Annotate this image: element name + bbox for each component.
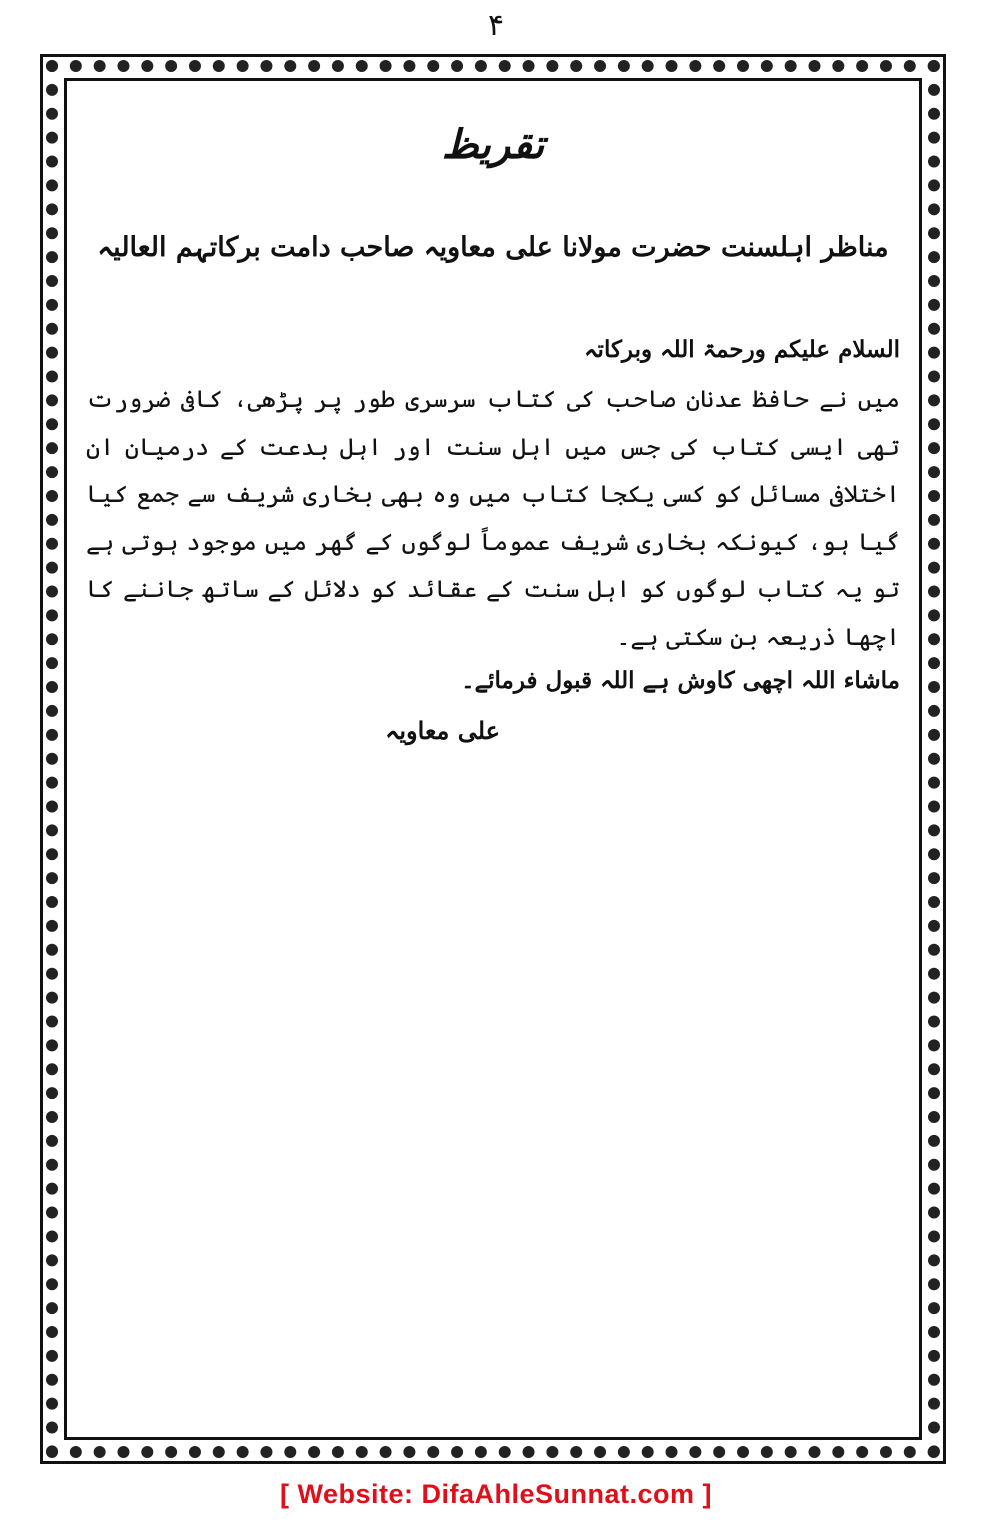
page-title: تقریظ (441, 121, 545, 168)
document-content (86, 110, 900, 753)
closing-line: ماشاء اللہ اچھی کاوش ہے اللہ قبول فرمائے۔ (461, 667, 900, 694)
page-subtitle: مناظر اہلسنت حضرت مولانا علی معاویہ صاحب دامت برکاتہم العالیہ (97, 232, 889, 263)
website-footer: [ Website: DifaAhleSunnat.com ] (279, 1479, 713, 1509)
page-number: ۴ (487, 8, 505, 43)
letter-body: میں نے حافظ عدنان صاحب کی کتاب سرسری طور پر پڑھی، کافی ضرورت تھی ایسی کتاب کی جس میں اہل سنت اور اہل بدعت کے درمیان ان اختلافی مسائل کو کسی یکجا کتاب میں وہ بھی بخاری شریف سے جمع کیا گیا ہو، کیونکہ بخاری شریف عموماً لوگوں کے گھر میں موجود ہوتی ہے تو یہ کتاب لوگوں کو اہل سنت کے عقائد کو دلائل کے ساتھ جاننے کا اچھا ذریعہ بن سکتی ہے۔ (86, 385, 900, 651)
salutation: السلام علیکم ورحمۃ اللہ وبرکاتہ (584, 336, 900, 363)
signature: علی معاویہ (385, 716, 500, 745)
